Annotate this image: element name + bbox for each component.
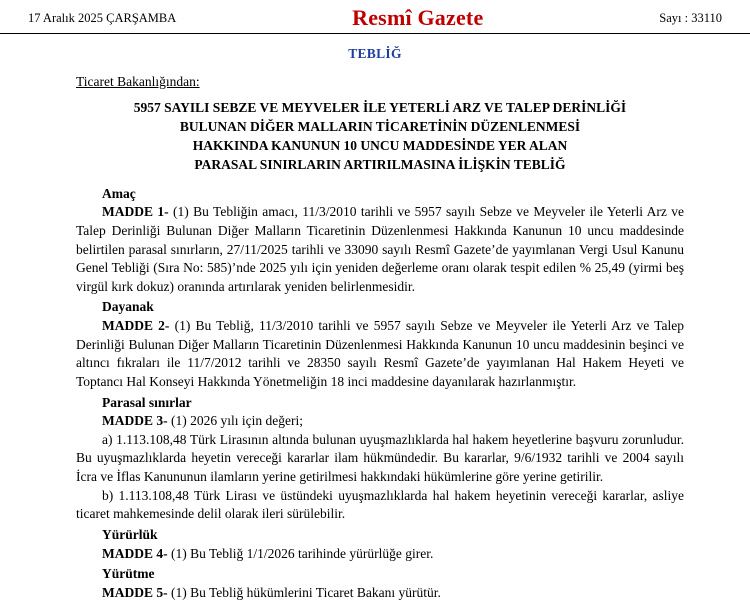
article-2-text: (1) Bu Tebliğ, 11/3/2010 tarihli ve 5957 sayılı Sebze ve Meyveler ile Yeterli Arz ve Talep Derinliği Bulunan Diğer Malların Ticaretinin Düzenlenmesi Hakkında Kanunun 10 uncu maddesinin beşinci ve altıncı fıkraları ile 11/7/2012 tarihli ve 28350 sayılı Resmî Gazete’de yayımlanan Hal Hakem Heyeti ve Toptancı Hal Konseyi Hakkında Yönetmeliğin 18 inci maddesine dayanılarak hazırlanmıştır. <box>76 318 684 389</box>
article-2-label: MADDE 2- <box>102 318 170 333</box>
article-3-paragraph <box>76 412 684 431</box>
section-heading-yurutme: Yürütme <box>102 566 155 582</box>
section-label: TEBLİĞ <box>348 46 402 61</box>
article-3-subparagraph-a: a) 1.113.108,48 Türk Lirasının altında bulunan uyuşmazlıklarda hal hakem heyetlerine başvuru zorunludur. Bu uyuşmazlıklarda heyetin vereceği kararlar ilam hükmündedir. Bu kararlar, 9/6/1932 tarihli ve 2004 sayılı İcra ve İflas Kanununun ilamların yerine getirilmesi hakkındaki hükümlerine göre yerine getirilir. <box>76 431 684 484</box>
article-5-paragraph <box>76 584 684 603</box>
article-2-paragraph <box>76 317 684 392</box>
masthead-issue: Sayı : 33110 <box>659 10 722 25</box>
document-title-line-1: 5957 SAYILI SEBZE VE MEYVELER İLE YETERLİ ARZ VE TALEP DERİNLİĞİ <box>133 100 627 115</box>
masthead <box>0 0 750 30</box>
article-3-label: MADDE 3- <box>102 413 168 429</box>
article-3-text: (1) 2026 yılı için değeri; <box>167 413 303 429</box>
section-heading-yururluk: Yürürlük <box>102 526 158 542</box>
document-body <box>0 74 750 602</box>
section-heading-amac: Amaç <box>102 185 136 201</box>
article-1-text: (1) Bu Tebliğin amacı, 11/3/2010 tarihli ve 5957 sayılı Sebze ve Meyveler ile Yeterli Arz ve Talep Derinliği Bulunan Diğer Malların Ticaretinin Düzenlenmesi Hakkında Kanunun 10 uncu maddesinde belirtilen parasal sınırların, 27/11/2025 tarihli ve 33090 sayılı Resmî Gazete’de yayımlanan Vergi Usul Kanunu Genel Tebliği (Sıra No: 585)’nde 2025 yılı için yeniden değerleme oranı olarak tespit edilen % 25,49 (yirmi beş virgül kırk dokuz) oranında artırılarak yeniden belirlenmesidir. <box>76 204 684 294</box>
document-title <box>76 98 684 175</box>
article-1-label: MADDE 1- <box>102 204 169 220</box>
article-5-label: MADDE 5- <box>102 584 168 600</box>
article-4-label: MADDE 4- <box>102 545 168 561</box>
masthead-divider <box>0 33 750 34</box>
masthead-title: Resmî Gazete <box>352 5 484 30</box>
article-4-text: (1) Bu Tebliğ 1/1/2026 tarihinde yürürlüğe girer. <box>167 545 434 561</box>
issuer-line: Ticaret Bakanlığından: <box>76 74 200 89</box>
article-5-text: (1) Bu Tebliğ hükümlerini Ticaret Bakanı yürütür. <box>167 584 441 600</box>
article-3-subparagraph-b: b) 1.113.108,48 Türk Lirası ve üstündeki uyuşmazlıklarda hal hakem heyetinin vereceği kararlar, asliye ticaret mahkemesinde delil olarak ileri sürülebilir. <box>76 487 684 522</box>
document-title-line-4: PARASAL SINIRLARIN ARTIRILMASINA İLİŞKİN TEBLİĞ <box>194 157 566 173</box>
masthead-date: 17 Aralık 2025 ÇARŞAMBA <box>28 10 177 25</box>
section-heading-parasal-sinirlar: Parasal sınırlar <box>102 394 192 410</box>
article-1-paragraph <box>76 203 684 296</box>
document-title-line-2: BULUNAN DİĞER MALLARIN TİCARETİNİN DÜZENLENMESİ <box>179 119 581 135</box>
article-4-paragraph <box>76 545 684 564</box>
section-heading-dayanak: Dayanak <box>102 299 154 315</box>
document-title-line-3: HAKKINDA KANUNUN 10 UNCU MADDESİNDE YER ALAN <box>192 138 568 154</box>
